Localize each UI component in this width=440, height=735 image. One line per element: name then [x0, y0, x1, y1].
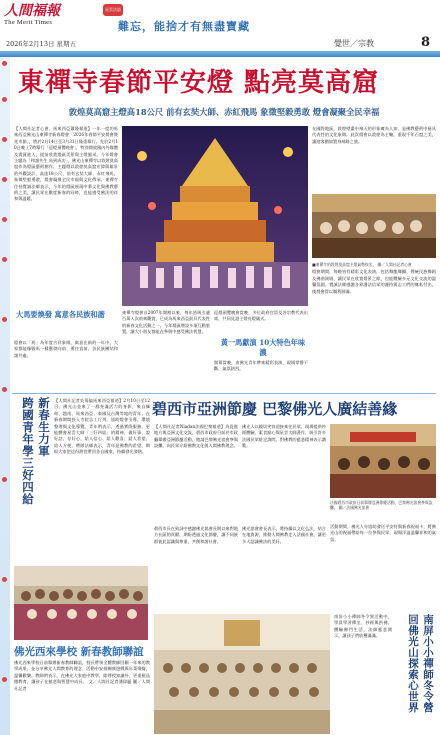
lantern-festival-photo[interactable] — [122, 126, 308, 306]
teachers-group-photo[interactable] — [14, 566, 148, 640]
article-mid-text-2: 巡燈預覽晚會當晚，多位政府官員及各宗教代表出席，共同見證主燈亮燈儀式。 — [214, 310, 308, 322]
article-mid-text-1: 東禪寺燈會自2007年開辦以來，每年皆吸引逾百萬人次前來觀賞，已成為馬來西亞最具代表性的新春文化活動之一。今年燈區增設多項互動裝置，讓大小朋友都能在參與中感受佛法智慧。 — [122, 310, 210, 335]
logo-english: The Merit Times — [4, 19, 53, 26]
issue-date: 2026年2月13日 星期五 — [6, 40, 77, 48]
ornament-icon — [2, 97, 7, 102]
paris-article-col-2: 佛光人以親切笑容迎接來往民眾，現場提供抄經體驗、素食點心與星雲大師著作，吸引許多法國民眾駐足詢問，對佛教的慈悲精神表示讚歎。 — [242, 424, 326, 449]
article-intro-text: 【人間社記者心會、馬來西亞蕭隆報道】一年一度的馬來西亞佛光山東禪寺新春燈會「2026年春節平安燈會暨花市節」，將於2月14日至3月31日隆重舉行。先於2月10日晚上7時舉行「巡燈預覽晚會」，特別開放國內外媒體及貴賓進入，提前欣賞燈區美景與主燈風采。今年燈會主題為「和諧共生 馬到成功」，佛光山東禪寺以敦煌莫高窟作為燈區藝術創作，主題燈以敦煌莫高窟宏偉與雄壯的外觀設計，高達18公尺，前有玄奘大師、赤紅飛馬，象徵堅毅勇敢，燈會凝聚全民幸福與文化傳承。東禪寺住持覺誠法師表示，今年的燈區展現中華文化與佛教藝術之美，讓民眾在歡度新春的同時，也能感受佛法的祥和與溫暖。 — [14, 126, 118, 202]
meditation-camp-photo[interactable] — [154, 614, 330, 734]
header-rule — [0, 51, 440, 57]
ornament-icon — [2, 177, 7, 182]
subhead-text: 大馬要煥發 寓意各民族和諧 — [16, 310, 105, 319]
ornament-icon — [2, 677, 7, 682]
masthead-slogan: 難忘，能捨才有無盡寶藏 — [118, 20, 250, 33]
camp-headline-line-1: 南屏小小禪師冬令營 — [422, 614, 434, 713]
paris-article-col-4: 佛光協會會長表示，將持續以文化弘法，結合在地資源，推動人間佛教走入法國社會，讓更多人認識佛法的美好。 — [242, 526, 326, 544]
section-divider — [12, 393, 436, 394]
camp-vertical-headline[interactable] — [394, 614, 436, 734]
paris-article-col-5: 活動期間，佛光人亦協助發送平安符與新春祝福卡，將佛光山的祝福帶給每一位參與民眾，現場洋溢溫馨祥和的氣氛。 — [330, 524, 436, 542]
subhead-text: 黃一馬獻演 10大特色年味濃 — [220, 338, 306, 357]
article-right-body: 燈會期間，每晚皆有精彩文化表演，包括舞龍舞獅、傳統民族舞蹈及佛曲演唱，讓民眾在欣賞燈景之餘，也能體驗多元文化交流的溫馨氛圍。覺誠法師感謝各界護法信眾的護持與志工們的無私付出，使燈會得以順利圓滿。 — [312, 269, 436, 294]
asian-festival-photo[interactable] — [330, 424, 436, 498]
vertical-headline-line-1: 新春生力軍 — [37, 397, 51, 457]
paris-article-title[interactable]: 碧西市亞洲節慶 巴黎佛光人廣結善緣 — [152, 400, 398, 418]
camp-photo-graphic — [154, 614, 330, 734]
vertical-headline-line-2: 跨國青年學三好四給 — [21, 397, 35, 505]
paris-article-col-3: 碧西市長在致詞中感謝佛光協會長期以來對地方社區的貢獻，期盼透過文化節慶，讓不同族群彼此認識與尊重，共創和諧社會。 — [154, 526, 238, 544]
logo-chinese: 人間福報 — [4, 3, 60, 19]
photo-caption: ■東禪寺的敦煌莫高窟主燈氣勢恢宏。 圖／人間社記者心會 — [312, 262, 412, 267]
side-decoration-strip — [0, 57, 10, 735]
camp-headline-line-2: 回佛光山探索心世界 — [407, 614, 419, 713]
ornament-icon — [2, 257, 7, 262]
newspaper-logo[interactable] — [4, 3, 66, 33]
slogan-seal: 星雲法語 — [103, 4, 123, 16]
ornament-icon — [2, 61, 7, 66]
article-subhead-1 — [16, 310, 116, 336]
ornament-icon — [2, 577, 7, 582]
ornament-icon — [2, 317, 7, 322]
ornament-icon — [2, 387, 7, 392]
youth-article-text: 【人間社記者吳瑤倫馬來西亞報道】2月10日至12日，佛光山並來了一群充滿活力的身影，來自緬甸、越南、馬來西亞、泰國及台灣等地的青年，在新春期間投入寺院志工行列，協助燈會引導、環境整理與文化導覽。青年們表示，透過實際服務，更能體會星雲大師「三好四給」的精神，做好事、說好話、存好心，給人信心、給人歡喜、給人希望、給人方便。帶隊法師表示，青年是佛教的希望，期盼大家把這份熱忱帶回各自國家，持續發光發熱。 — [54, 398, 150, 455]
article-right-text: 在國際地區，敦煌壁畫中飛天的形象廣為人知，是佛教藝術中極具代表性的文化象徵。此次燈會以敦煌為主軸，重現千年石窟之美，讓遊客猶如置身絲路之旅。 — [312, 126, 436, 144]
lantern-photo-graphic — [122, 126, 308, 306]
festival-photo-graphic — [330, 424, 436, 498]
main-subheadline: 敦煌莫高窟主燈高18公尺 前有玄奘大師、赤紅飛馬 象徵堅毅勇敢 燈會凝聚全民幸福 — [68, 107, 380, 117]
camp-article-text: 南屏小小禪師冬令營活動中，學員學習禪坐、抄經與供佛，體驗佛門生活，法師慈悲開示，讓孩子們收穫滿滿。 — [334, 614, 392, 639]
teachers-article-text: 佛光西來學校日前舉辦新春教師聯誼，校長帶領全體教師回顧一年來的教學成果，並分享佛光人間教育的理念。活動中安排團康遊戲與年菜聚餐，溫馨歡樂。教師們表示，在佛光大家庭中教學，除傳授知識外，更重視品德教育，讓孩子在慈悲與智慧中成長。 文／人間社記者潘偉麗 圖／人間社記者 — [14, 660, 150, 691]
teachers-article-title[interactable]: 佛光西來學校 新春教師聯誼 — [14, 646, 144, 658]
page-number: 8 — [421, 35, 431, 50]
temple-event-photo[interactable] — [312, 194, 436, 258]
paris-article-col-1: 【人間社記者Niadan法國巴黎報道】為促進地方與亞洲文化交流，碧西市政府日前於市政廳舉辦亞洲節慶活動，邀請巴黎佛光協會參與設攤，向民眾介紹佛教文化與人間佛教理念。 — [154, 424, 238, 449]
article-mid-text-3: 開幕當晚，由佛光青年帶來精彩表演，現場掌聲不斷，氣氛熱烈。 — [214, 360, 308, 372]
ornament-icon — [2, 137, 7, 142]
article-left-text-2: 燈會以「馬」為年度吉祥象徵，寓意在新的一年中，大家都能像駿馬一樣奮發向前、勇往直前，各民族團結和諧共處。 — [14, 340, 118, 358]
section-name: 覺世／宗教 — [334, 39, 374, 48]
article-right-text-2 — [312, 262, 436, 392]
ornament-icon — [2, 477, 7, 482]
group-photo-graphic — [14, 566, 148, 640]
temple-photo-graphic — [312, 194, 436, 258]
article-subhead-2 — [218, 338, 308, 360]
festival-photo-caption: 法國碧西市政府日前舉辦亞洲節慶活動，巴黎佛光協會參與設攤。 圖／法國佛光協會 — [330, 500, 433, 511]
main-headline: 東禪寺春節平安燈 點亮莫高窟 — [18, 68, 380, 98]
ornament-icon — [2, 217, 7, 222]
main-headline-block[interactable] — [12, 58, 436, 102]
